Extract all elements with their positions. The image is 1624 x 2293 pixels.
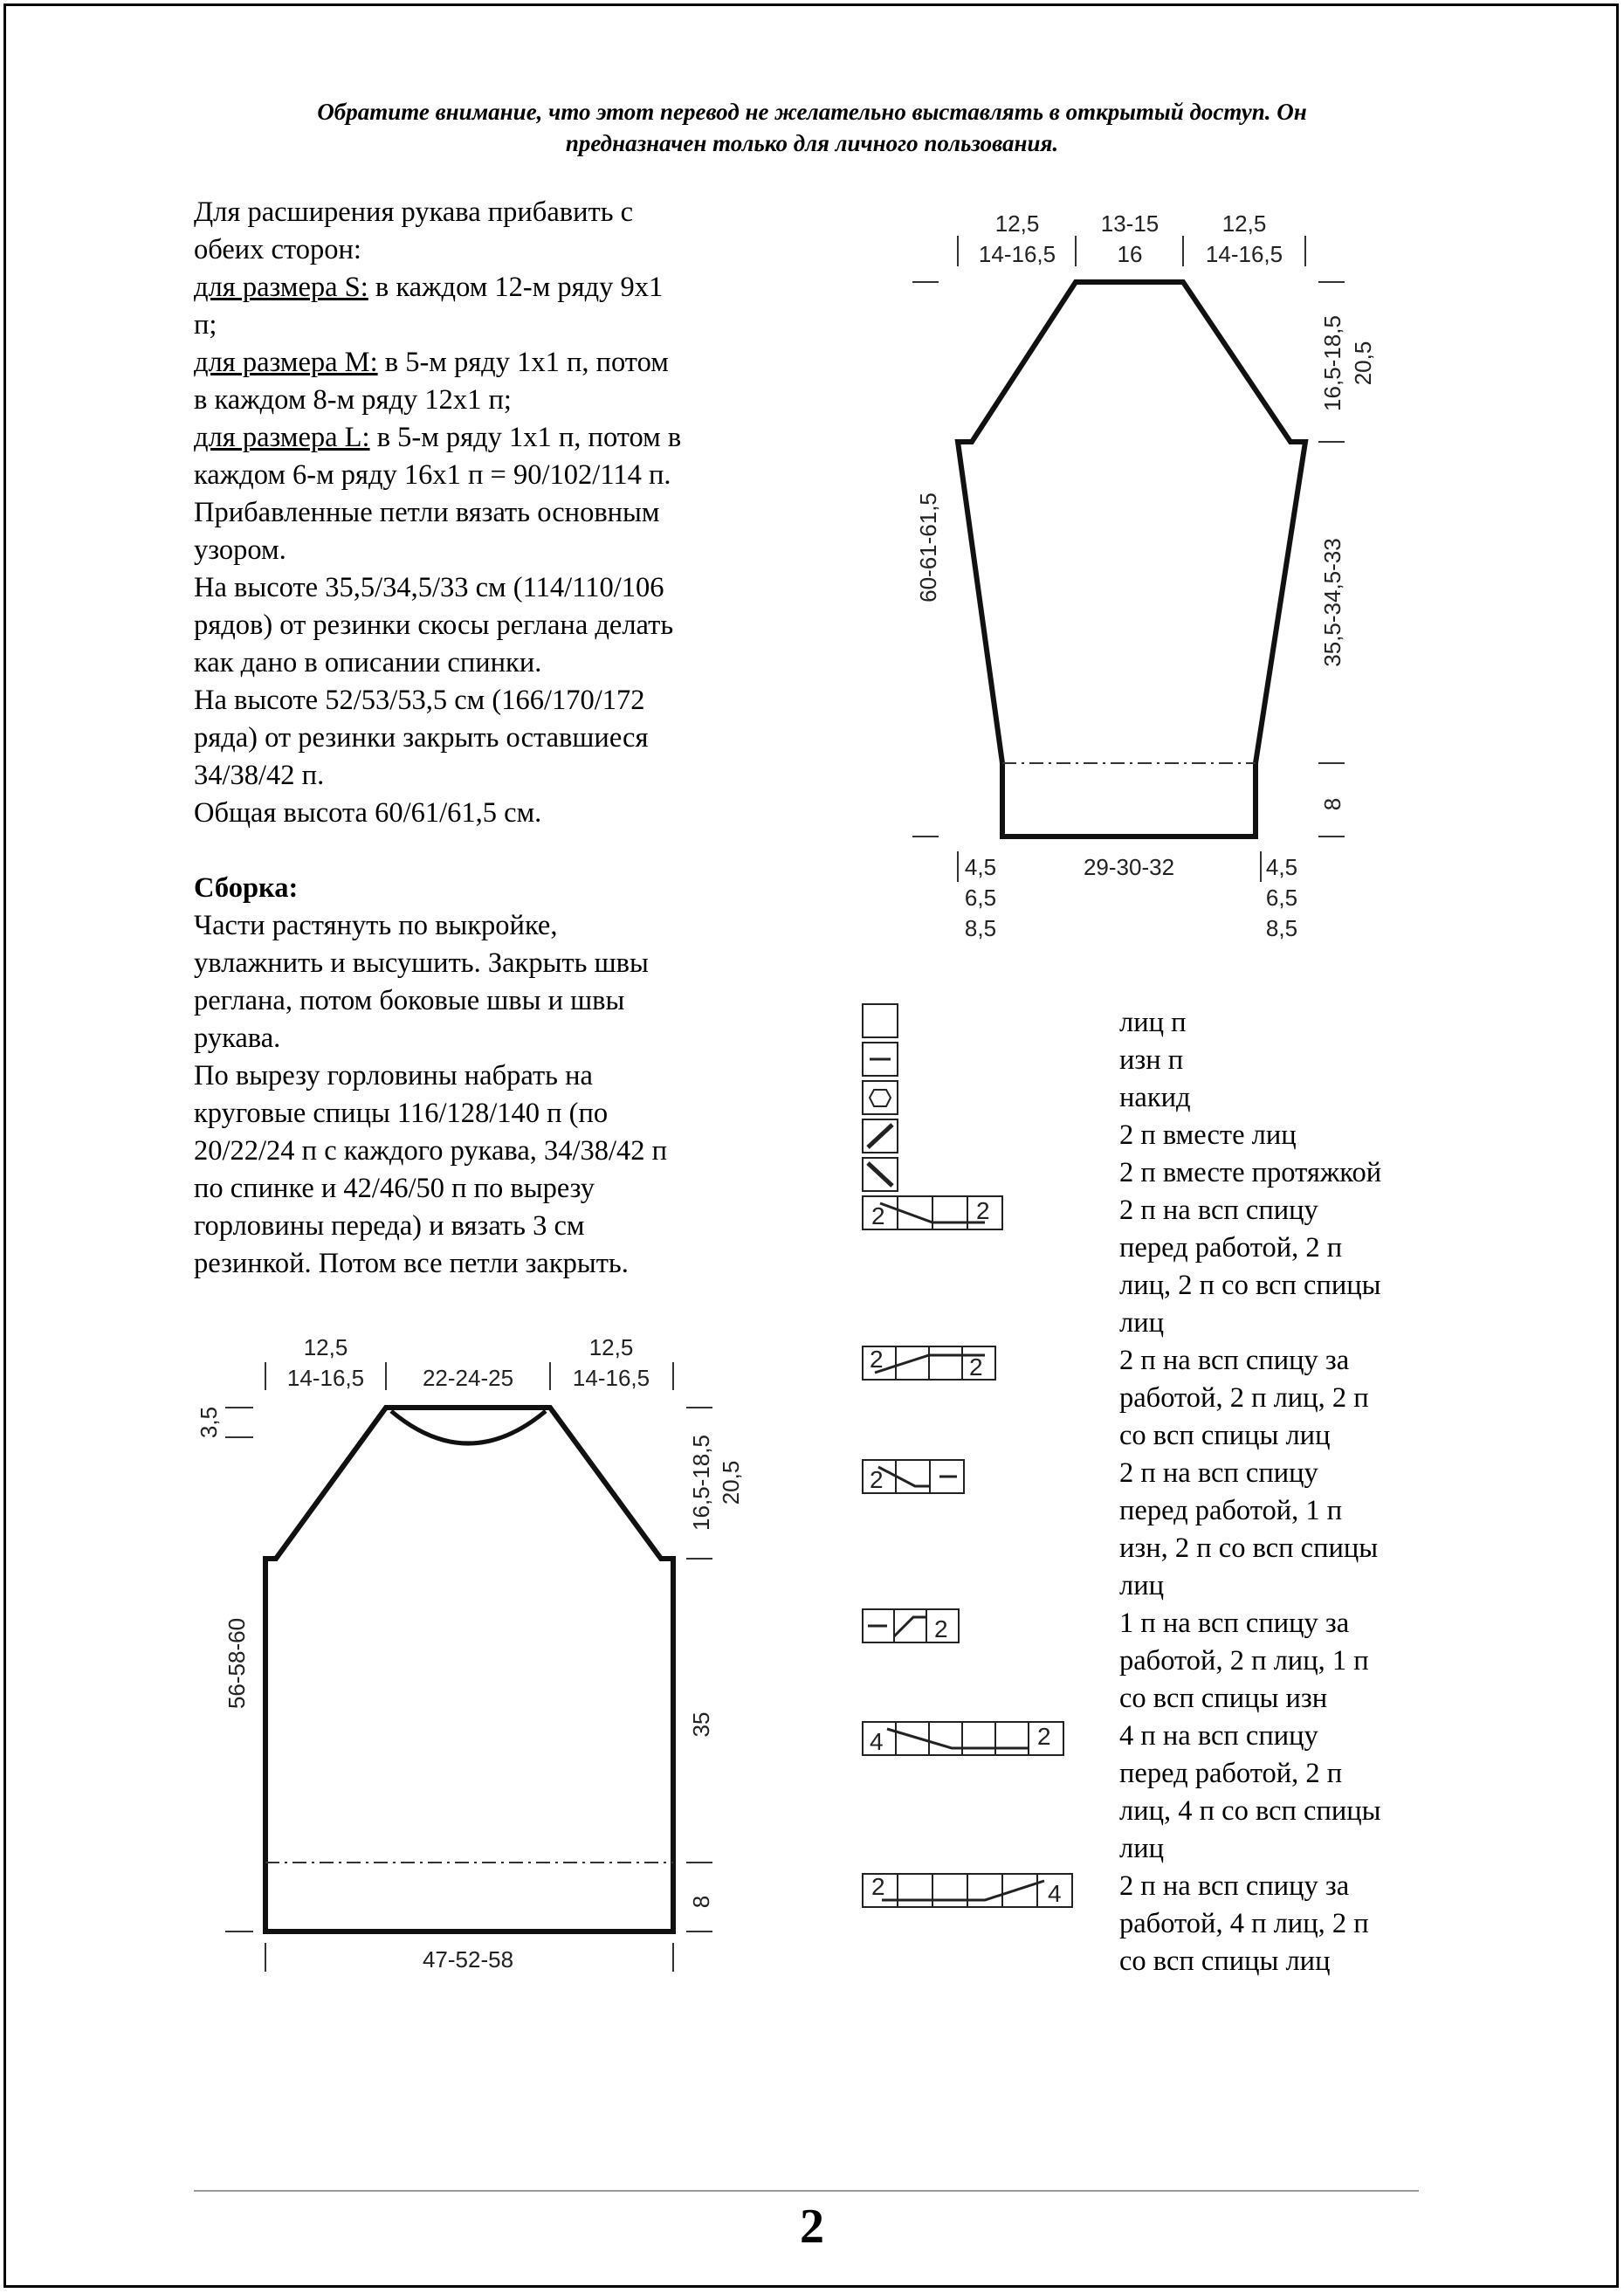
body-dim-top-mid: 22-24-25 <box>422 1365 514 1391</box>
sleeve-intro-2: обеих сторон: <box>194 234 361 265</box>
sleeve-dim-inc-right-3: 8,5 <box>1265 915 1298 941</box>
body-dim-width: 47-52-58 <box>422 1946 514 1973</box>
body-dim-top-left-2: 14-16,5 <box>286 1365 365 1391</box>
size-s-label: для размера S: <box>194 272 368 303</box>
legend-cable-3: перед работой, 1 п <box>1119 1495 1343 1526</box>
text-line: ряда) от резинки закрыть оставшиеся <box>194 722 649 754</box>
sleeve-dim-raglan-2: 20,5 <box>1350 341 1376 386</box>
text-line: Общая высота 60/61/61,5 см. <box>194 797 542 829</box>
sleeve-dim-top-left-1: 12,5 <box>994 210 1040 237</box>
assembly-title: Сборка: <box>194 872 299 904</box>
assembly-line: горловины переда) и вязать 3 см <box>194 1210 585 1242</box>
assembly-line: 20/22/24 п с каждого рукава, 34/38/42 п <box>194 1135 668 1167</box>
cable-1-num-right: 2 <box>976 1197 990 1224</box>
sleeve-dim-bottom: 29-30-32 <box>1083 854 1175 880</box>
legend-cable-2: работой, 2 п лиц, 2 п <box>1119 1382 1369 1414</box>
legend-cable-1: 2 п на всп спицу <box>1119 1195 1318 1226</box>
legend-cable-3: 2 п на всп спицу <box>1119 1457 1318 1489</box>
instructions-column <box>194 194 779 1283</box>
legend-cable-3: изн, 2 п со всп спицы <box>1119 1532 1379 1564</box>
body-dim-rib: 8 <box>688 1895 714 1909</box>
body-dim-length: 56-58-60 <box>224 1617 250 1710</box>
legend-cable-3: лиц <box>1119 1570 1165 1601</box>
assembly-line: реглана, потом боковые швы и швы <box>194 985 625 1016</box>
sleeve-dim-top-mid-1: 13-15 <box>1100 210 1160 237</box>
sleeve-dim-top-left-2: 14-16,5 <box>978 241 1056 267</box>
legend-cable-2: со всп спицы лиц <box>1119 1420 1331 1451</box>
sleeve-intro-1: Для расширения рукава прибавить с <box>194 196 634 228</box>
body-dim-raglan-2: 20,5 <box>718 1460 744 1505</box>
sleeve-dim-length: 60-61-61,5 <box>915 492 941 603</box>
text-line: 34/38/42 п. <box>194 760 325 791</box>
size-l-line <box>194 419 779 457</box>
cable-1-num-left: 2 <box>871 1202 885 1229</box>
assembly-line: Части растянуть по выкройке, <box>194 910 558 941</box>
body-dim-top-right-2: 14-16,5 <box>572 1365 650 1391</box>
size-m-line <box>194 344 779 382</box>
body-dim-height: 35 <box>688 1711 714 1738</box>
size-s-text: в каждом 12-м ряду 9х1 <box>368 272 664 303</box>
cable-5-num-right: 2 <box>1037 1723 1051 1750</box>
legend-text <box>1119 1004 1486 1980</box>
assembly-line: круговые спицы 116/128/140 п (по <box>194 1098 609 1129</box>
sleeve-dim-top-right-2: 14-16,5 <box>1205 241 1283 267</box>
assembly-line: по спинке и 42/46/50 п по вырезу <box>194 1173 595 1204</box>
assembly-line: По вырезу горловины набрать на <box>194 1060 593 1091</box>
text-line: Прибавленные петли вязать основным <box>194 497 660 528</box>
legend-cable-4: работой, 2 п лиц, 1 п <box>1119 1645 1369 1677</box>
sleeve-dim-inc-right-1: 4,5 <box>1265 854 1298 880</box>
assembly-line: резинкой. Потом все петли закрыть. <box>194 1248 629 1279</box>
cable-6-num-right: 4 <box>1048 1880 1062 1907</box>
legend-cable-6: работой, 4 п лиц, 2 п <box>1119 1908 1369 1939</box>
sleeve-dim-top-mid-2: 16 <box>1117 241 1143 267</box>
text-line: На высоте 35,5/34,5/33 см (114/110/106 <box>194 572 664 603</box>
text-line: рядов) от резинки скосы реглана делать <box>194 609 674 641</box>
legend-cable-1: перед работой, 2 п <box>1119 1232 1343 1264</box>
cable-2-num-right: 2 <box>969 1353 983 1381</box>
size-m-text: в 5-м ряду 1х1 п, потом <box>377 347 669 378</box>
sleeve-dim-raglan-1: 16,5-18,5 <box>1319 315 1345 411</box>
sleeve-dim-height: 35,5-34,5-33 <box>1319 538 1345 667</box>
sleeve-dim-inc-left-2: 6,5 <box>964 885 997 911</box>
body-dim-neck-depth: 3,5 <box>196 1406 222 1439</box>
notice-line-1: Обратите внимание, что этот перевод не желательно выставлять в открытый доступ. Он <box>317 99 1307 125</box>
legend-knit: лиц п <box>1119 1007 1187 1038</box>
sleeve-dim-inc-left-3: 8,5 <box>964 915 997 941</box>
legend-cable-1: лиц, 2 п со всп спицы <box>1119 1270 1381 1301</box>
legend-ssk: 2 п вместе протяжкой <box>1119 1157 1382 1188</box>
legend-cable-5: лиц <box>1119 1833 1165 1864</box>
body-dim-top-right-1: 12,5 <box>588 1334 634 1360</box>
text-line: как дано в описании спинки. <box>194 647 542 678</box>
sleeve-dim-top-right-1: 12,5 <box>1221 210 1267 237</box>
size-l-label: для размера L: <box>194 422 370 453</box>
legend-cable-1: лиц <box>1119 1307 1165 1339</box>
notice <box>192 96 1432 159</box>
sleeve-dim-inc-right-2: 6,5 <box>1265 885 1298 911</box>
size-l-text: в 5-м ряду 1х1 п, потом в <box>369 422 682 453</box>
size-m-line-2: в каждом 8-м ряду 12х1 п; <box>194 384 512 416</box>
cable-6-num-left: 2 <box>871 1873 885 1900</box>
legend-k2tog: 2 п вместе лиц <box>1119 1119 1297 1151</box>
cable-2-num-left: 2 <box>870 1346 884 1373</box>
legend-cable-5: перед работой, 2 п <box>1119 1758 1343 1789</box>
sleeve-dim-inc-left-1: 4,5 <box>964 854 997 880</box>
sleeve-dim-rib: 8 <box>1319 797 1345 811</box>
body-dim-raglan-1: 16,5-18,5 <box>688 1435 714 1531</box>
body-dim-top-left-1: 12,5 <box>303 1334 348 1360</box>
spacer <box>194 832 779 870</box>
text-line: узором. <box>194 534 286 566</box>
size-s-line-2: п; <box>194 309 217 341</box>
legend-cable-4: 1 п на всп спицу за <box>1119 1608 1350 1639</box>
page-number: 2 <box>800 2200 824 2254</box>
legend-cable-2: 2 п на всп спицу за <box>1119 1345 1350 1376</box>
size-l-line-2: каждом 6-м ряду 16х1 п = 90/102/114 п. <box>194 459 671 491</box>
cable-4-num: 2 <box>934 1615 948 1642</box>
assembly-line: увлажнить и высушить. Закрыть швы <box>194 947 649 979</box>
cable-5-num-left: 4 <box>870 1728 884 1755</box>
legend-cable-4: со всп спицы изн <box>1119 1683 1328 1714</box>
size-m-label: для размера M: <box>194 347 378 378</box>
legend-purl: изн п <box>1119 1044 1184 1076</box>
legend-yo: накид <box>1119 1082 1191 1113</box>
legend-cable-6: 2 п на всп спицу за <box>1119 1870 1350 1902</box>
cable-3-num: 2 <box>870 1466 884 1493</box>
text-line: На высоте 52/53/53,5 см (166/170/172 <box>194 685 645 716</box>
assembly-line: рукава. <box>194 1023 281 1054</box>
legend-cable-5: 4 п на всп спицу <box>1119 1720 1318 1752</box>
notice-line-2: предназначен только для личного пользования. <box>565 130 1059 156</box>
legend-cable-5: лиц, 4 п со всп спицы <box>1119 1795 1381 1827</box>
legend-cable-6: со всп спицы лиц <box>1119 1945 1331 1977</box>
size-s-line <box>194 269 779 306</box>
